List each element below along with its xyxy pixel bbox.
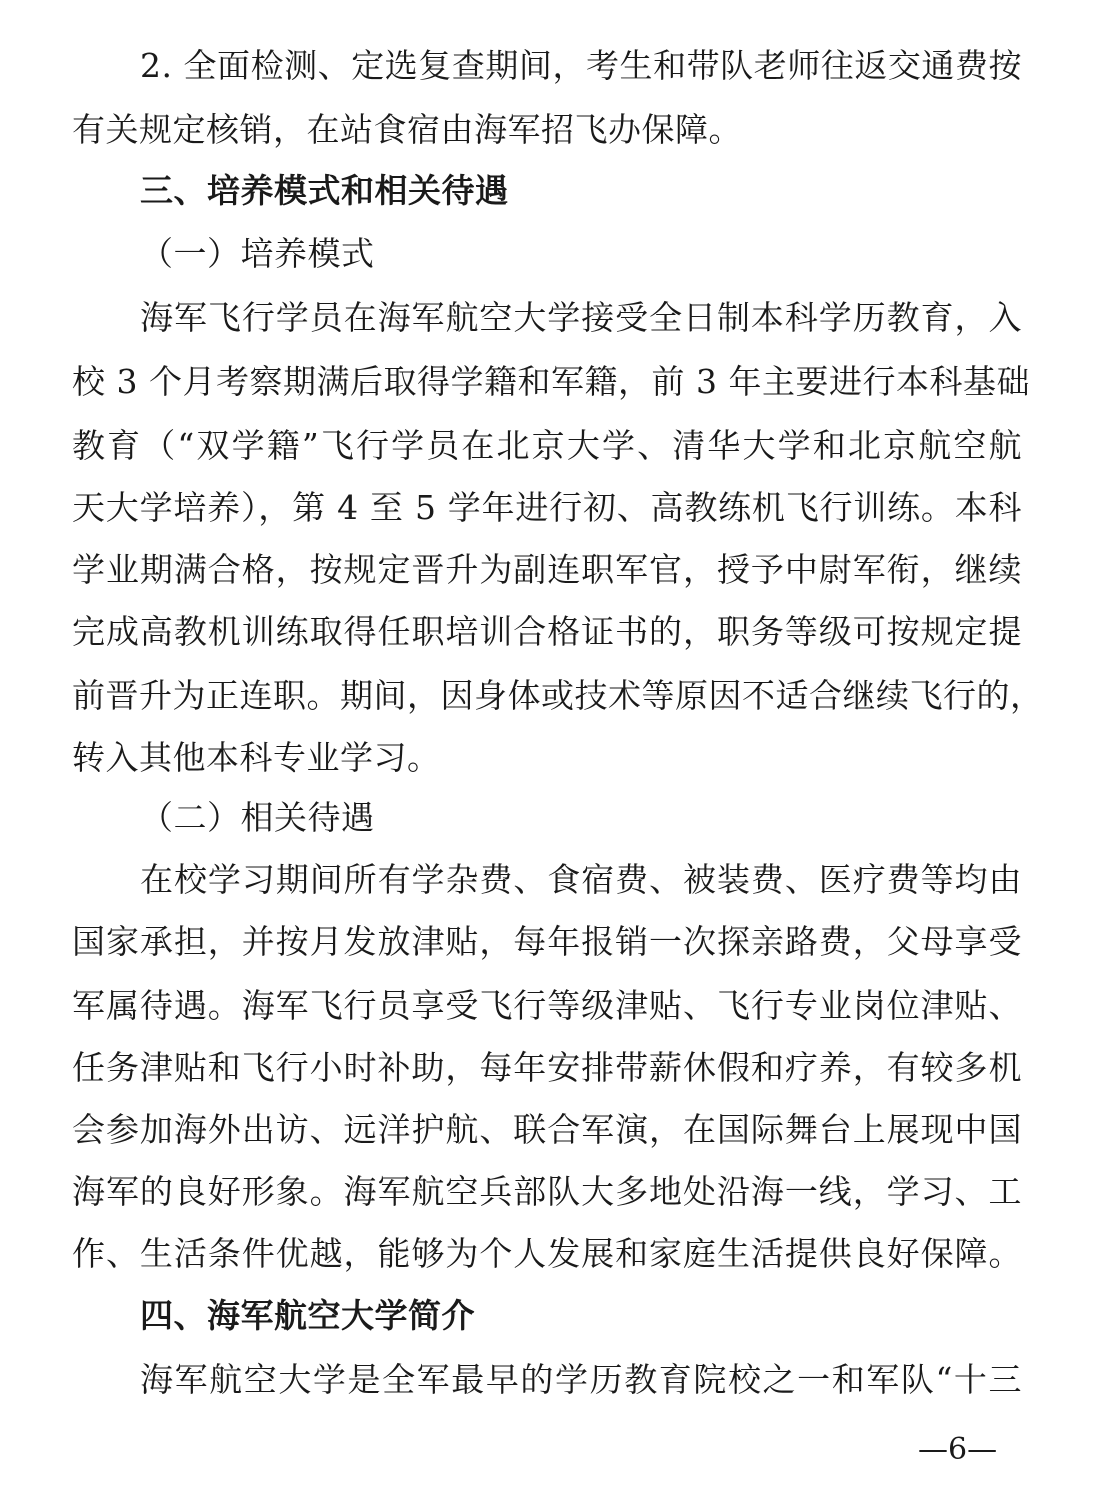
paragraph-line: 在校学习期间所有学杂费、食宿费、被装费、医疗费等均由 — [140, 860, 1022, 899]
paragraph-line: 2. 全面检测、定选复查期间，考生和带队老师往返交通费按 — [140, 46, 1022, 85]
paragraph-line: 作、生活条件优越，能够为个人发展和家庭生活提供良好保障。 — [72, 1234, 1022, 1273]
paragraph-line: 学业期满合格，按规定晋升为副连职军官，授予中尉军衔，继续 — [72, 550, 1022, 589]
subsection-heading: （二）相关待遇 — [140, 798, 375, 837]
paragraph-line: 任务津贴和飞行小时补助，每年安排带薪休假和疗养，有较多机 — [72, 1048, 1022, 1087]
paragraph-line: 转入其他本科专业学习。 — [72, 738, 441, 777]
paragraph-line: 海军飞行学员在海军航空大学接受全日制本科学历教育，入 — [140, 298, 1022, 337]
paragraph-line: 前晋升为正连职。期间，因身体或技术等原因不适合继续飞行的， — [72, 676, 1044, 715]
page-number: —6— — [918, 1432, 998, 1467]
paragraph-line: 教育（“双学籍”飞行学员在北京大学、清华大学和北京航空航 — [72, 426, 1022, 465]
paragraph-line: 会参加海外出访、远洋护航、联合军演，在国际舞台上展现中国 — [72, 1110, 1022, 1149]
paragraph-line: 校 3 个月考察期满后取得学籍和军籍，前 3 年主要进行本科基础 — [72, 362, 1030, 401]
subsection-heading: （一）培养模式 — [140, 234, 375, 273]
paragraph-line: 海军的良好形象。海军航空兵部队大多地处沿海一线，学习、工 — [72, 1172, 1022, 1211]
paragraph-line: 军属待遇。海军飞行员享受飞行等级津贴、飞行专业岗位津贴、 — [72, 986, 1022, 1025]
section-heading: 三、培养模式和相关待遇 — [140, 171, 509, 210]
paragraph-line: 有关规定核销，在站食宿由海军招飞办保障。 — [72, 110, 742, 149]
paragraph-line: 天大学培养），第 4 至 5 学年进行初、高教练机飞行训练。本科 — [72, 488, 1022, 527]
paragraph-line: 完成高教机训练取得任职培训合格证书的，职务等级可按规定提 — [72, 612, 1022, 651]
paragraph-line: 国家承担，并按月发放津贴，每年报销一次探亲路费，父母享受 — [72, 922, 1022, 961]
section-heading: 四、海军航空大学简介 — [140, 1296, 475, 1335]
paragraph-line: 海军航空大学是全军最早的学历教育院校之一和军队“十三 — [140, 1360, 1022, 1399]
